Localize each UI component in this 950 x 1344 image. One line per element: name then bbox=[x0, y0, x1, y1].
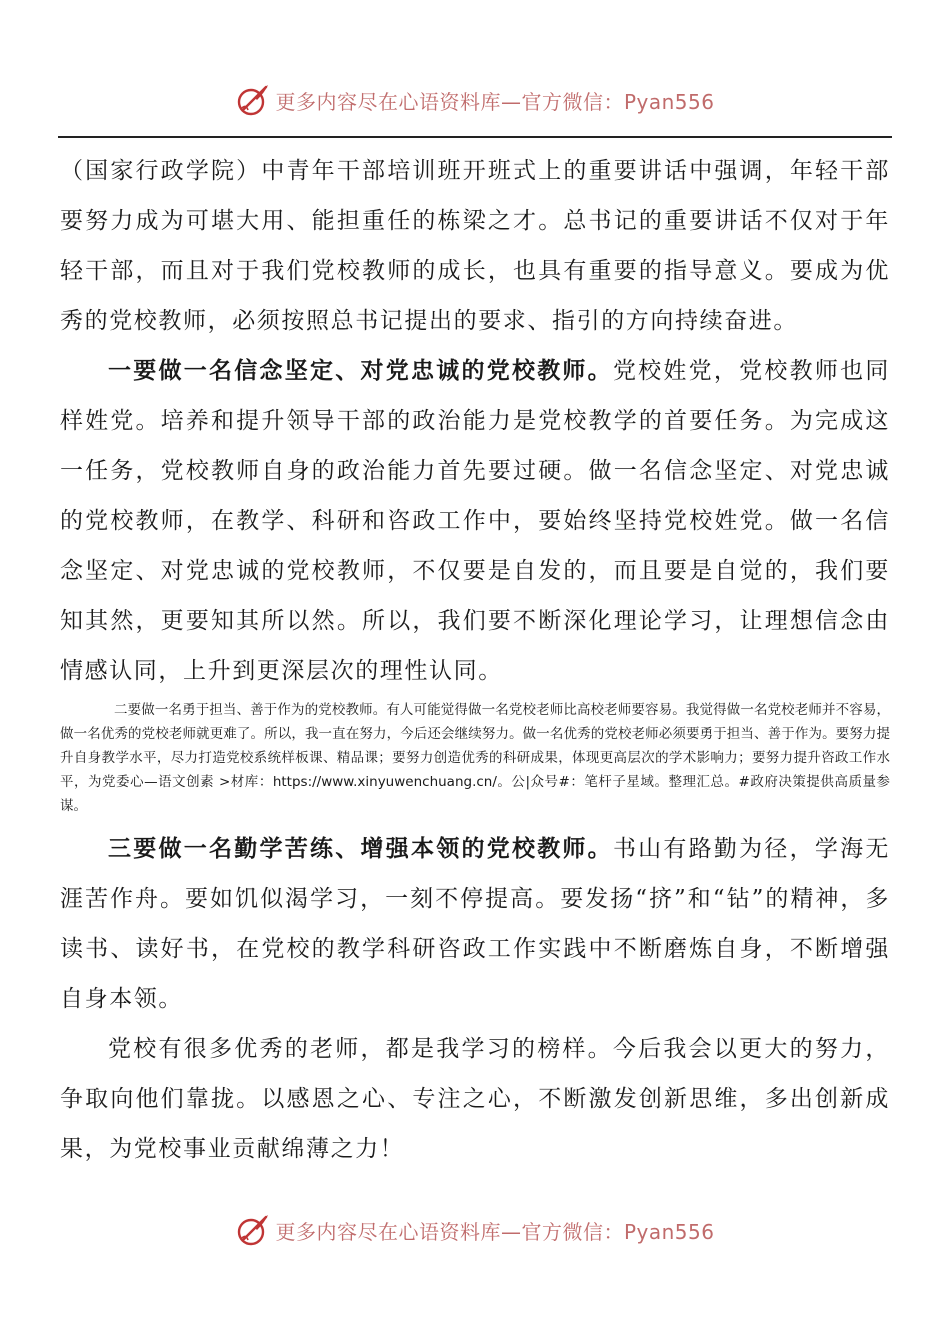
quill-logo-icon bbox=[235, 1212, 271, 1248]
intro-paragraph: （国家行政学院）中青年干部培训班开班式上的重要讲话中强调，年轻干部要努力成为可堪大用、能担重任的栋梁之才。总书记的重要讲话不仅对于年轻干部，而且对于我们党校教师的成长，也具有重要的指导意义。要成为优秀的党校教师，必须按照总书记提出的要求、指引的方向持续奋进。 bbox=[60, 158, 890, 334]
quill-logo-icon bbox=[235, 82, 271, 118]
point-three-paragraph bbox=[60, 824, 890, 1024]
point-one-paragraph bbox=[60, 346, 890, 696]
closing-paragraph: 党校有很多优秀的老师，都是我学习的榜样。今后我会以更大的努力，争取向他们靠拢。以感恩之心、专注之心，不断激发创新思维，多出创新成果，为党校事业贡献绵薄之力！ bbox=[60, 1036, 890, 1162]
point-one-body: 党校姓党，党校教师也同样姓党。培养和提升领导干部的政治能力是党校教学的首要任务。为完成这一任务，党校教师自身的政治能力首先要过硬。做一名信念坚定、对党忠诚的党校教师，在教学、科研和咨政工作中，要始终坚持党校姓党。做一名信念坚定、对党忠诚的党校教师，不仅要是自发的，而且要是自觉的，我们要知其然，更要知其所以然。所以，我们要不断深化理论学习，让理想信念由情感认同，上升到更深层次的理性认同。 bbox=[60, 358, 891, 684]
point-three-body: 书山有路勤为径，学海无涯苦作舟。要如饥似渴学习，一刻不停提高。要发扬“挤”和“钻”的精神，多读书、读好书，在党校的教学科研咨政工作实践中不断磨炼自身，不断增强自身本领。 bbox=[60, 836, 891, 1012]
footer-banner-text: 更多内容尽在心语资料库—官方微信：Pyan556 bbox=[275, 1219, 715, 1244]
header-divider bbox=[58, 136, 892, 138]
header-banner-text: 更多内容尽在心语资料库—官方微信：Pyan556 bbox=[275, 89, 715, 114]
point-one-heading: 一要做一名信念坚定、对党忠诚的党校教师。 bbox=[108, 357, 613, 384]
header-banner bbox=[0, 80, 950, 120]
point-three-heading: 三要做一名勤学苦练、增强本领的党校教师。 bbox=[108, 835, 613, 862]
document-body bbox=[60, 146, 890, 1174]
point-two-paragraph: 二要做一名勇于担当、善于作为的党校教师。有人可能觉得做一名党校老师比高校老师要容易。我觉得做一名党校老师并不容易，做一名优秀的党校老师就更难了。所以，我一直在努力，今后还会继续努力。做一名优秀的党校老师必须要勇于担当、善于作为。要努力提升自身教学水平，尽力打造党校系统样板课、精品课；要努力创造优秀的科研成果，体现更高层次的学术影响力；要努力提升咨政工作水平，为党委心—语文创素 >材库：https://www.xinyuwenchuang.cn/。公|众号#：笔杆子星域。整理汇总。#政府决策提供高质量参谋。 bbox=[60, 702, 890, 814]
footer-banner bbox=[0, 1210, 950, 1250]
